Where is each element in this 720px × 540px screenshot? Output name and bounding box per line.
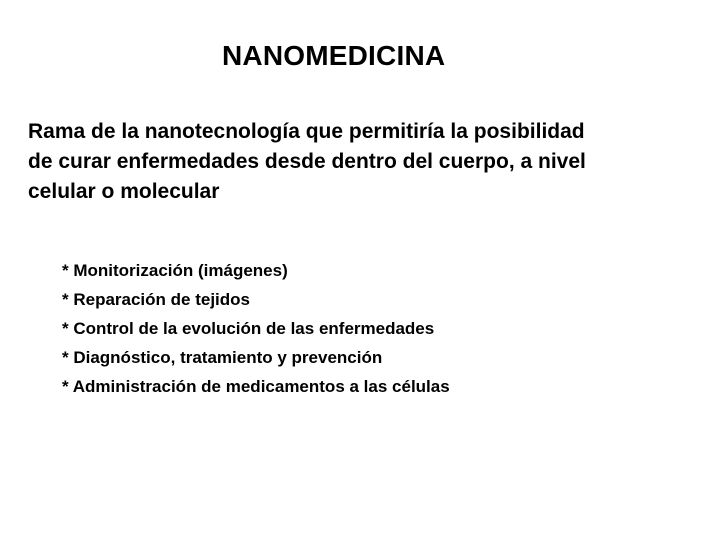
bullet-item: * Diagnóstico, tratamiento y prevención [62,348,383,367]
bullet-item: * Administración de medicamentos a las células [62,377,450,396]
intro-line: de curar enfermedades desde dentro del cuerpo, a nivel [28,150,586,173]
bullet-item: * Monitorización (imágenes) [62,261,288,280]
bullet-list [62,256,450,401]
intro-line: Rama de la nanotecnología que permitiría la posibilidad [28,120,585,143]
bullet-item: * Reparación de tejidos [62,290,250,309]
bullet-item: * Control de la evolución de las enfermedades [62,319,435,338]
intro-paragraph [28,117,708,207]
intro-line: celular o molecular [28,180,220,203]
slide-title: NANOMEDICINA [222,40,446,71]
